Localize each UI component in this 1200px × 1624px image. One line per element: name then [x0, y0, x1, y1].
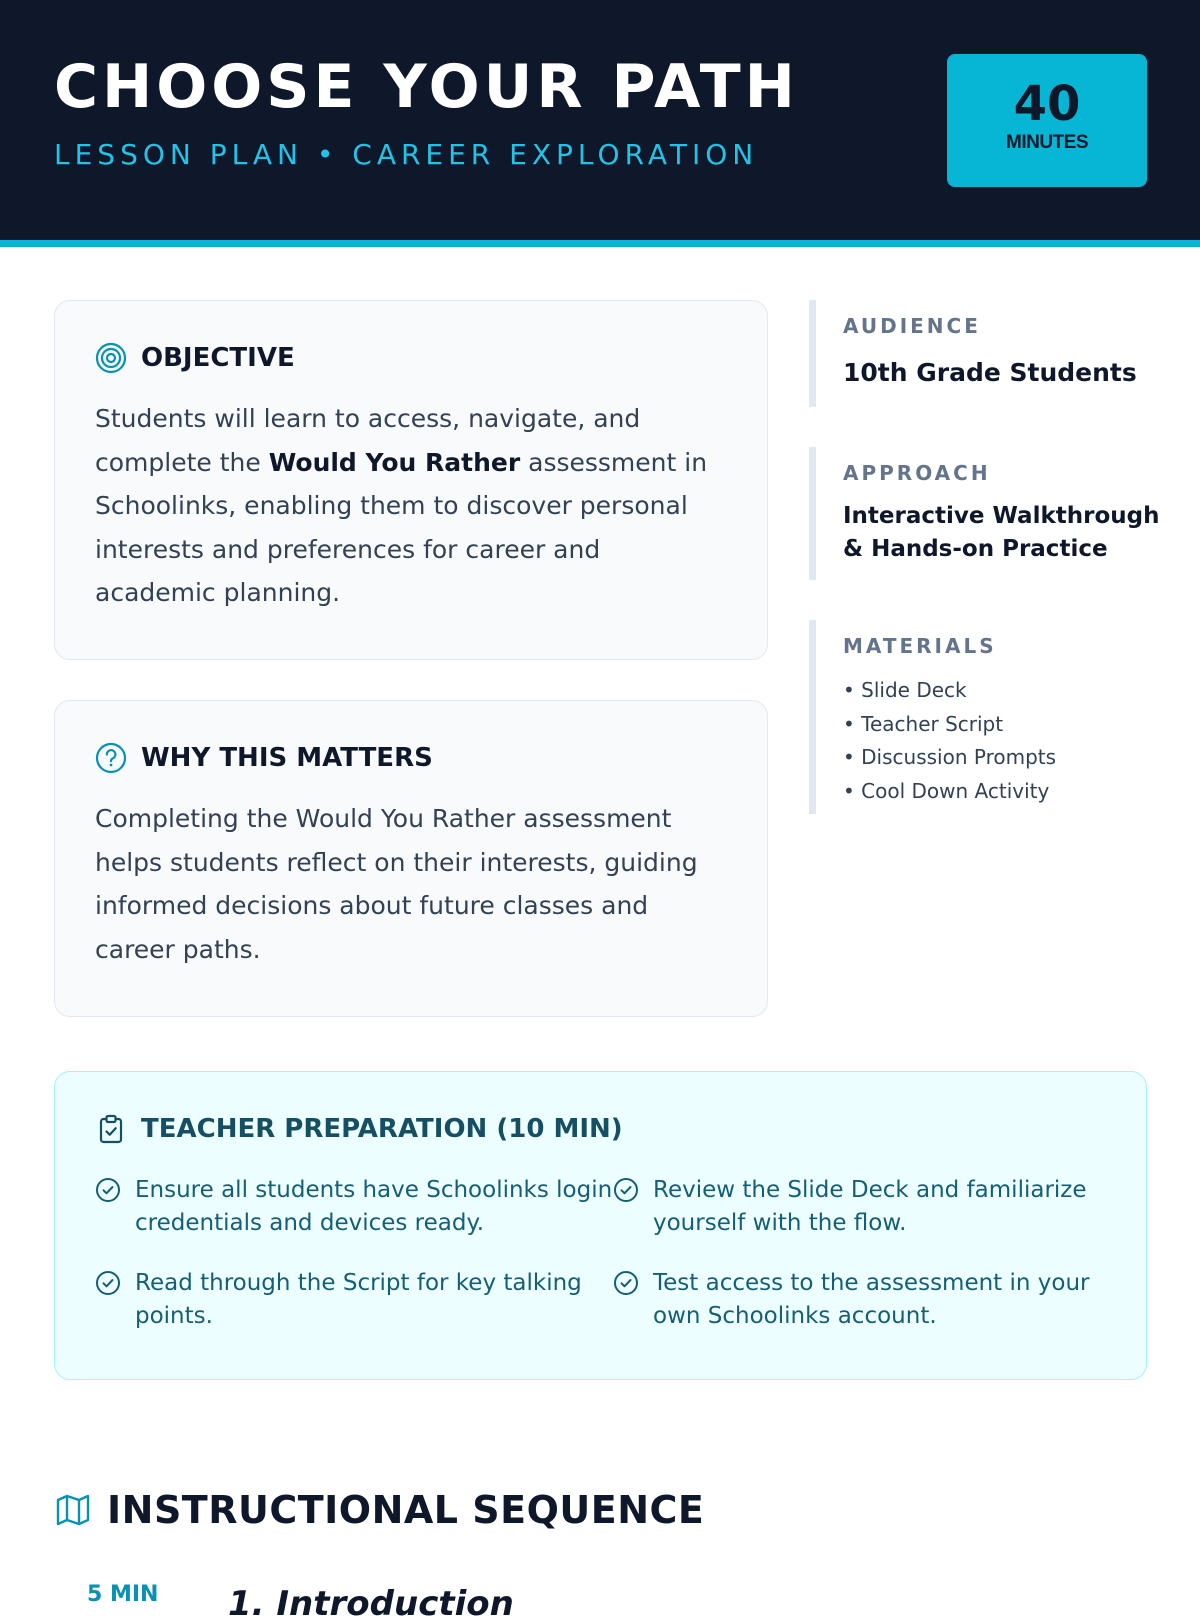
- page-subtitle: LESSON PLAN • CAREER EXPLORATION: [54, 138, 759, 171]
- materials-block: [809, 620, 1169, 814]
- prep-item-text: Ensure all students have Schoolinks login credentials and devices ready.: [135, 1177, 613, 1236]
- prep-item: [613, 1267, 1103, 1333]
- materials-list: [843, 674, 1169, 808]
- header-accent-bar: [0, 240, 1200, 247]
- prep-item: [613, 1174, 1103, 1240]
- sequence-heading: [54, 1488, 704, 1532]
- objective-highlight: Would You Rather: [268, 447, 521, 477]
- check-circle-icon: [95, 1270, 121, 1296]
- audience-block: [809, 300, 1169, 407]
- sequence-title: INSTRUCTIONAL SEQUENCE: [107, 1488, 705, 1532]
- check-circle-icon: [613, 1177, 639, 1203]
- audience-value: 10th Grade Students: [843, 358, 1137, 387]
- prep-item: [95, 1267, 613, 1333]
- duration-value: 40: [1013, 76, 1081, 132]
- material-item: • Slide Deck: [843, 678, 967, 702]
- page-title: CHOOSE YOUR PATH: [54, 52, 799, 122]
- duration-unit: MINUTES: [1006, 132, 1088, 153]
- approach-value: Interactive Walkthrough & Hands-on Practice: [843, 503, 1160, 562]
- map-icon: [54, 1491, 92, 1529]
- objective-text: Students will learn to access, navigate, and complete the Would You Rather assessment in Schoolinks, enabling them to discover personal interests and preferences for career and academic planning.: [95, 404, 708, 607]
- why-title: WHY THIS MATTERS: [141, 743, 433, 773]
- step-title: 1. Introduction: [228, 1584, 514, 1624]
- objective-title: OBJECTIVE: [141, 343, 295, 373]
- duration-badge: [947, 54, 1147, 187]
- teacher-prep-card: [54, 1071, 1147, 1380]
- approach-label: APPROACH: [843, 461, 991, 485]
- prep-item-text: Review the Slide Deck and familiarize yourself with the flow.: [653, 1177, 1087, 1236]
- step-duration: 5 MIN: [87, 1582, 159, 1607]
- audience-label: AUDIENCE: [843, 314, 981, 338]
- material-item: • Teacher Script: [843, 711, 1004, 736]
- material-item: • Cool Down Activity: [843, 778, 1050, 803]
- prep-title: TEACHER PREPARATION (10 MIN): [141, 1114, 623, 1144]
- check-circle-icon: [95, 1177, 121, 1203]
- prep-item: [95, 1174, 613, 1240]
- clipboard-check-icon: [95, 1113, 127, 1145]
- check-circle-icon: [613, 1270, 639, 1296]
- target-icon: [95, 342, 127, 374]
- why-card: [54, 700, 768, 1017]
- objective-card: [54, 300, 768, 660]
- question-circle-icon: [95, 742, 127, 774]
- material-item: • Discussion Prompts: [843, 745, 1057, 769]
- approach-block: [809, 447, 1169, 580]
- materials-label: MATERIALS: [843, 634, 997, 658]
- prep-item-text: Read through the Script for key talking points.: [135, 1270, 582, 1329]
- prep-item-text: Test access to the assessment in your own Schoolinks account.: [653, 1270, 1090, 1329]
- why-text: Completing the Would You Rather assessment helps students reflect on their interests, guiding informed decisions about future classes and career paths.: [95, 804, 698, 964]
